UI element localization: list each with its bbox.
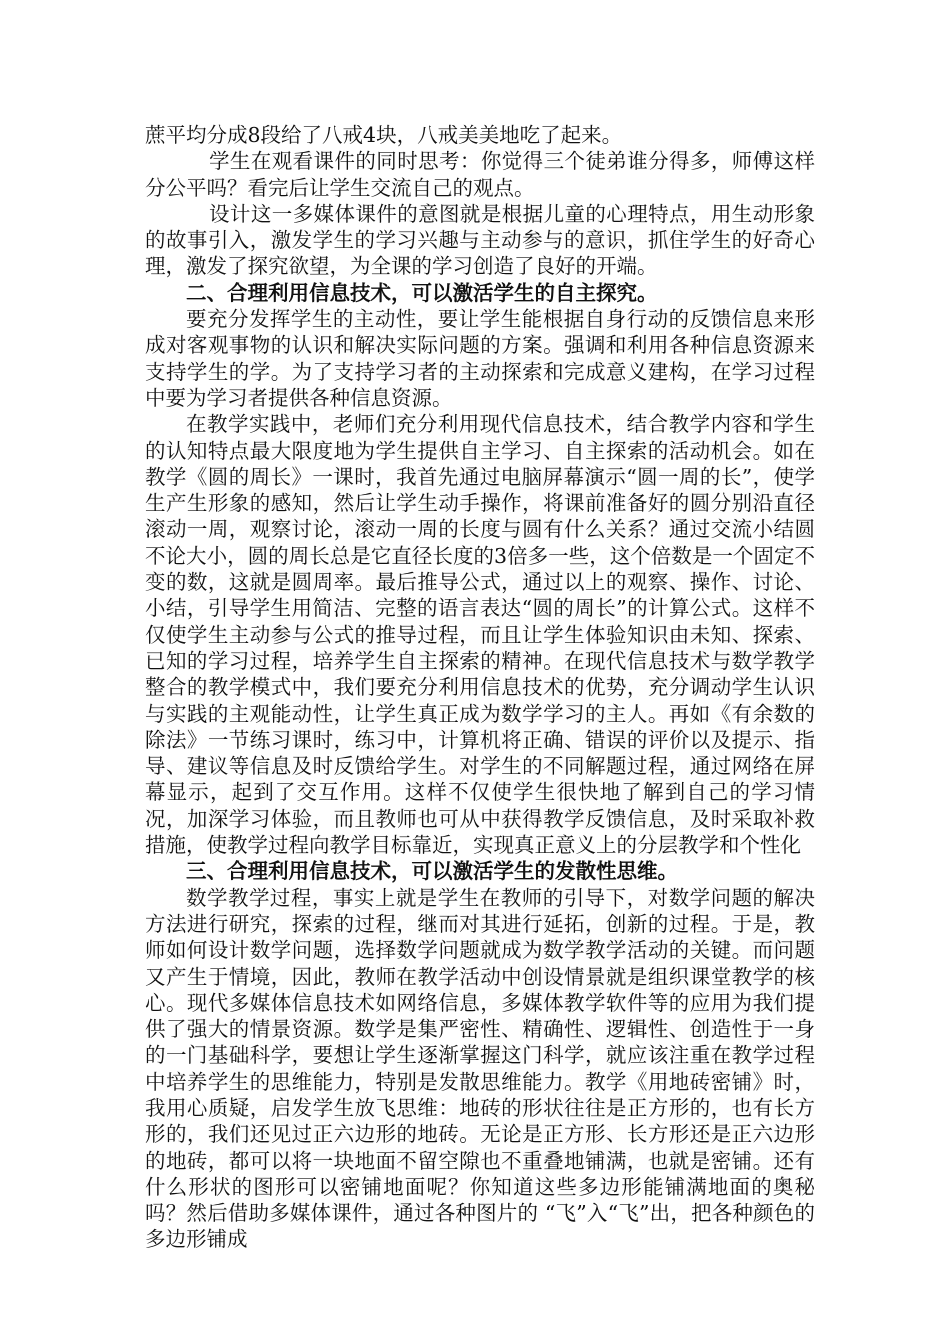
section-heading-3: 三、合理利用信息技术，可以激活学生的发散性思维。 bbox=[186, 859, 678, 884]
paragraph-continuation: 蔗平均分成8段给了八戒4块，八戒美美地吃了起来。 bbox=[145, 123, 623, 147]
paragraph-design-intent: 设计这一多媒体课件的意图就是根据儿童的心理特点，用生动形象的故事引入，激发学生的学习兴趣与主动参与的意识，抓住学生的好奇心理，激发了探究欲望，为全课的学习创造了良好的开端。 bbox=[145, 201, 815, 279]
paragraph-student-thinking: 学生在观看课件的同时思考：你觉得三个徒弟谁分得多，师傅这样分公平吗？看完后让学生交流自己的观点。 bbox=[145, 149, 815, 200]
paragraph-initiative: 要充分发挥学生的主动性，要让学生能根据自身行动的反馈信息来形成对客观事物的认识和解决实际问题的方案。强调和利用各种信息资源来支持学生的学。为了支持学习者的主动探索和完成意义建构，在学习过程中要为学习者提供各种信息资源。 bbox=[145, 307, 815, 410]
document-body bbox=[145, 122, 815, 1253]
paragraph-divergent-thinking: 数学教学过程，事实上就是学生在教师的引导下，对数学问题的解决方法进行研究，探索的过程，继而对其进行延拓，创新的过程。于是，教师如何设计数学问题，选择数学问题就成为数学教学活动的关键。而问题又产生于情境，因此，教师在教学活动中创设情景就是组织课堂教学的核心。现代多媒体信息技术如网络信息，多媒体教学软件等的应用为我们提供了强大的情景资源。数学是集严密性、精确性、逻辑性、创造性于一身的一门基础科学，要想让学生逐渐掌握这门科学，就应该注重在教学过程中培养学生的思维能力，特别是发散思维能力。教学《用地砖密铺》时，我用心质疑，启发学生放飞思维：地砖的形状往往是正方形的，也有长方形的，我们还见过正六边形的地砖。无论是正方形、长方形还是正六边形的地砖，都可以将一块地面不留空隙也不重叠地铺满，也就是密铺。还有什么形状的图形可以密铺地面呢？你知道这些多边形能铺满地面的奥秘吗？然后借助多媒体课件，通过各种图片的 “飞”入“飞”出，把各种颜色的多边形铺成 bbox=[145, 885, 815, 1252]
section-heading-2: 二、合理利用信息技术，可以激活学生的自主探究。 bbox=[186, 280, 658, 305]
paragraph-teaching-practice: 在教学实践中，老师们充分利用现代信息技术，结合教学内容和学生的认知特点最大限度地为学生提供自主学习、自主探索的活动机会。如在教学《圆的周长》一课时，我首先通过电脑屏幕演示“圆一周的长”，使学生产生形象的感知，然后让学生动手操作，将课前准备好的圆分别沿直径滚动一周，观察讨论，滚动一周的长度与圆有什么关系？通过交流小结圆不论大小，圆的周长总是它直径长度的3倍多一些，这个倍数是一个固定不变的数，这就是圆周率。最后推导公式，通过以上的观察、操作、讨论、小结，引导学生用简洁、完整的语言表达“圆的周长”的计算公式。这样不仅使学生主动参与公式的推导过程，而且让学生体验知识由未知、探索、已知的学习过程，培养学生自主探索的精神。在现代信息技术与数学教学整合的教学模式中，我们要充分利用信息技术的优势，充分调动学生认识与实践的主观能动性，让学生真正成为数学学习的主人。再如《有余数的除法》一节练习课时，练习中，计算机将正确、错误的评价以及提示、指导、建议等信息及时反馈给学生。对学生的不同解题过程，通过网络在屏幕显示，起到了交互作用。这样不仅使学生很快地了解到自己的学习情况，加深学习体验，而且教师也可从中获得教学反馈信息，及时采取补救措施，使教学过程向教学目标靠近，实现真正意义上的分层教学和个性化 bbox=[145, 412, 815, 858]
